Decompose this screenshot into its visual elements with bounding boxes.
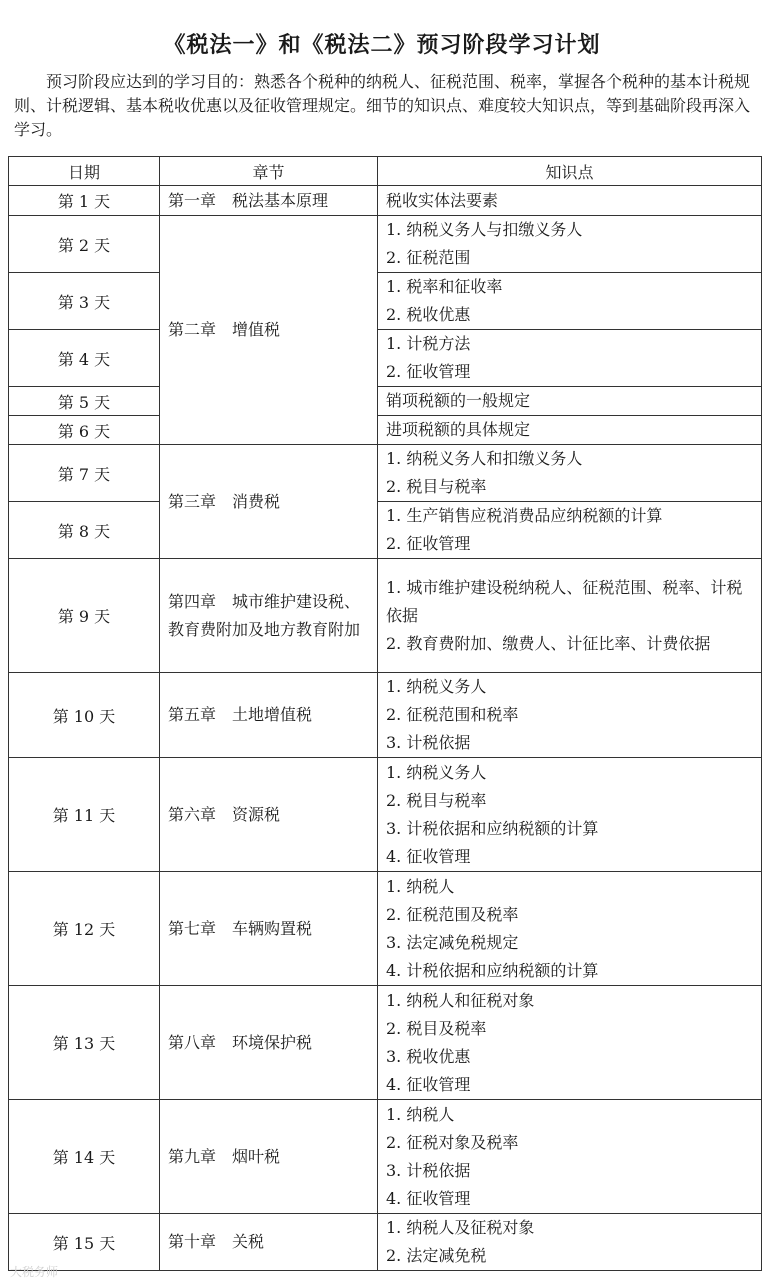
knowledge-points-cell bbox=[378, 186, 762, 216]
table-row bbox=[9, 330, 762, 387]
chapter-cell: 第九章 烟叶税 bbox=[160, 1100, 378, 1214]
study-plan-table bbox=[8, 156, 762, 1271]
knowledge-point: 3. 计税依据 bbox=[386, 1160, 471, 1180]
day-cell: 第 7 天 bbox=[9, 445, 160, 502]
day-cell: 第 1 天 bbox=[9, 186, 160, 216]
knowledge-point: 1. 纳税义务人 bbox=[386, 762, 487, 782]
chapter-cell: 第三章 消费税 bbox=[160, 445, 378, 559]
knowledge-point: 1. 生产销售应税消费品应纳税额的计算 bbox=[386, 506, 663, 525]
chapter-cell: 第二章 增值税 bbox=[160, 216, 378, 445]
knowledge-point: 1. 纳税人 bbox=[386, 876, 455, 896]
day-cell: 第 6 天 bbox=[9, 416, 160, 445]
day-cell: 第 3 天 bbox=[9, 273, 160, 330]
knowledge-point: 3. 法定减免税规定 bbox=[386, 932, 519, 952]
knowledge-point: 3. 计税依据和应纳税额的计算 bbox=[386, 818, 599, 838]
table-row bbox=[9, 673, 762, 758]
knowledge-point: 4. 征收管理 bbox=[386, 846, 471, 866]
knowledge-point: 2. 税目及税率 bbox=[386, 1018, 487, 1038]
chapter-cell: 第一章 税法基本原理 bbox=[160, 186, 378, 216]
day-cell: 第 4 天 bbox=[9, 330, 160, 387]
knowledge-points-cell bbox=[378, 387, 762, 416]
chapter-cell: 第七章 车辆购置税 bbox=[160, 872, 378, 986]
knowledge-points-cell bbox=[378, 445, 762, 502]
day-cell: 第 10 天 bbox=[9, 673, 160, 758]
knowledge-points-cell bbox=[378, 673, 762, 758]
chapter-cell: 第四章 城市维护建设税、教育费附加及地方教育附加 bbox=[160, 559, 378, 673]
page-title: 《税法一》和《税法二》预习阶段学习计划 bbox=[163, 33, 601, 58]
knowledge-point: 1. 城市维护建设税纳税人、征税范围、税率、计税依据 bbox=[386, 577, 743, 625]
knowledge-point: 2. 税收优惠 bbox=[386, 305, 471, 324]
knowledge-point: 3. 计税依据 bbox=[386, 733, 471, 752]
knowledge-points-cell bbox=[378, 216, 762, 273]
knowledge-point: 进项税额的具体规定 bbox=[386, 420, 531, 439]
knowledge-point: 1. 纳税义务人与扣缴义务人 bbox=[386, 220, 583, 239]
knowledge-point: 1. 计税方法 bbox=[386, 334, 471, 353]
table-row bbox=[9, 1100, 762, 1214]
knowledge-points-cell bbox=[378, 273, 762, 330]
table-row bbox=[9, 445, 762, 502]
knowledge-point: 2. 教育费附加、缴费人、计征比率、计费依据 bbox=[386, 633, 711, 653]
day-cell: 第 9 天 bbox=[9, 559, 160, 673]
knowledge-point: 1. 纳税人和征税对象 bbox=[386, 990, 535, 1010]
day-cell: 第 11 天 bbox=[9, 758, 160, 872]
knowledge-point: 1. 纳税人及征税对象 bbox=[386, 1218, 535, 1237]
header-points: 知识点 bbox=[378, 157, 762, 186]
knowledge-point: 2. 税目与税率 bbox=[386, 790, 487, 810]
chapter-cell: 第八章 环境保护税 bbox=[160, 986, 378, 1100]
table-row bbox=[9, 872, 762, 986]
chapter-cell: 第五章 土地增值税 bbox=[160, 673, 378, 758]
day-cell: 第 15 天 bbox=[9, 1214, 160, 1271]
knowledge-points-cell bbox=[378, 330, 762, 387]
chapter-cell: 第六章 资源税 bbox=[160, 758, 378, 872]
day-cell: 第 5 天 bbox=[9, 387, 160, 416]
table-row bbox=[9, 416, 762, 445]
knowledge-points-cell bbox=[378, 502, 762, 559]
table-row bbox=[9, 986, 762, 1100]
knowledge-point: 2. 征收管理 bbox=[386, 534, 471, 553]
knowledge-point: 1. 税率和征收率 bbox=[386, 277, 503, 296]
knowledge-points-cell bbox=[378, 872, 762, 986]
header-day: 日期 bbox=[9, 157, 160, 186]
knowledge-point: 2. 税目与税率 bbox=[386, 477, 487, 496]
knowledge-point: 2. 征收管理 bbox=[386, 362, 471, 381]
watermark-text: 大税务师 bbox=[10, 1265, 59, 1279]
knowledge-points-cell bbox=[378, 758, 762, 872]
knowledge-point: 1. 纳税义务人 bbox=[386, 677, 487, 696]
day-cell: 第 13 天 bbox=[9, 986, 160, 1100]
day-cell: 第 2 天 bbox=[9, 216, 160, 273]
knowledge-point: 1. 纳税人 bbox=[386, 1104, 455, 1124]
table-row bbox=[9, 387, 762, 416]
table-row bbox=[9, 559, 762, 673]
knowledge-point: 销项税额的一般规定 bbox=[386, 391, 531, 410]
intro-paragraph: 预习阶段应达到的学习目的：熟悉各个税种的纳税人、征税范围、税率，掌握各个税种的基本计税规则、计税逻辑、基本税收优惠以及征收管理规定。细节的知识点、难度较大知识点，等到基础阶段再深入学习。 bbox=[14, 72, 751, 139]
knowledge-point: 2. 征税范围及税率 bbox=[386, 904, 519, 924]
table-row bbox=[9, 216, 762, 273]
table-row bbox=[9, 502, 762, 559]
knowledge-points-cell bbox=[378, 1214, 762, 1271]
knowledge-point: 2. 征税范围和税率 bbox=[386, 705, 519, 724]
knowledge-point: 4. 征收管理 bbox=[386, 1188, 471, 1208]
chapter-cell: 第十章 关税 bbox=[160, 1214, 378, 1271]
day-cell: 第 8 天 bbox=[9, 502, 160, 559]
knowledge-point: 4. 计税依据和应纳税额的计算 bbox=[386, 960, 599, 980]
table-header-row bbox=[9, 157, 762, 186]
knowledge-points-cell bbox=[378, 559, 762, 673]
knowledge-point: 2. 法定减免税 bbox=[386, 1246, 487, 1265]
knowledge-points-cell bbox=[378, 986, 762, 1100]
table-row bbox=[9, 758, 762, 872]
day-cell: 第 12 天 bbox=[9, 872, 160, 986]
table-row bbox=[9, 273, 762, 330]
knowledge-point: 2. 征税范围 bbox=[386, 248, 471, 267]
table-row bbox=[9, 1214, 762, 1271]
table-row bbox=[9, 186, 762, 216]
knowledge-points-cell bbox=[378, 416, 762, 445]
knowledge-point: 税收实体法要素 bbox=[386, 190, 499, 210]
header-chapter: 章节 bbox=[160, 157, 378, 186]
knowledge-point: 2. 征税对象及税率 bbox=[386, 1132, 519, 1152]
day-cell: 第 14 天 bbox=[9, 1100, 160, 1214]
knowledge-points-cell bbox=[378, 1100, 762, 1214]
knowledge-point: 3. 税收优惠 bbox=[386, 1046, 471, 1066]
knowledge-point: 1. 纳税义务人和扣缴义务人 bbox=[386, 449, 583, 468]
knowledge-point: 4. 征收管理 bbox=[386, 1074, 471, 1094]
